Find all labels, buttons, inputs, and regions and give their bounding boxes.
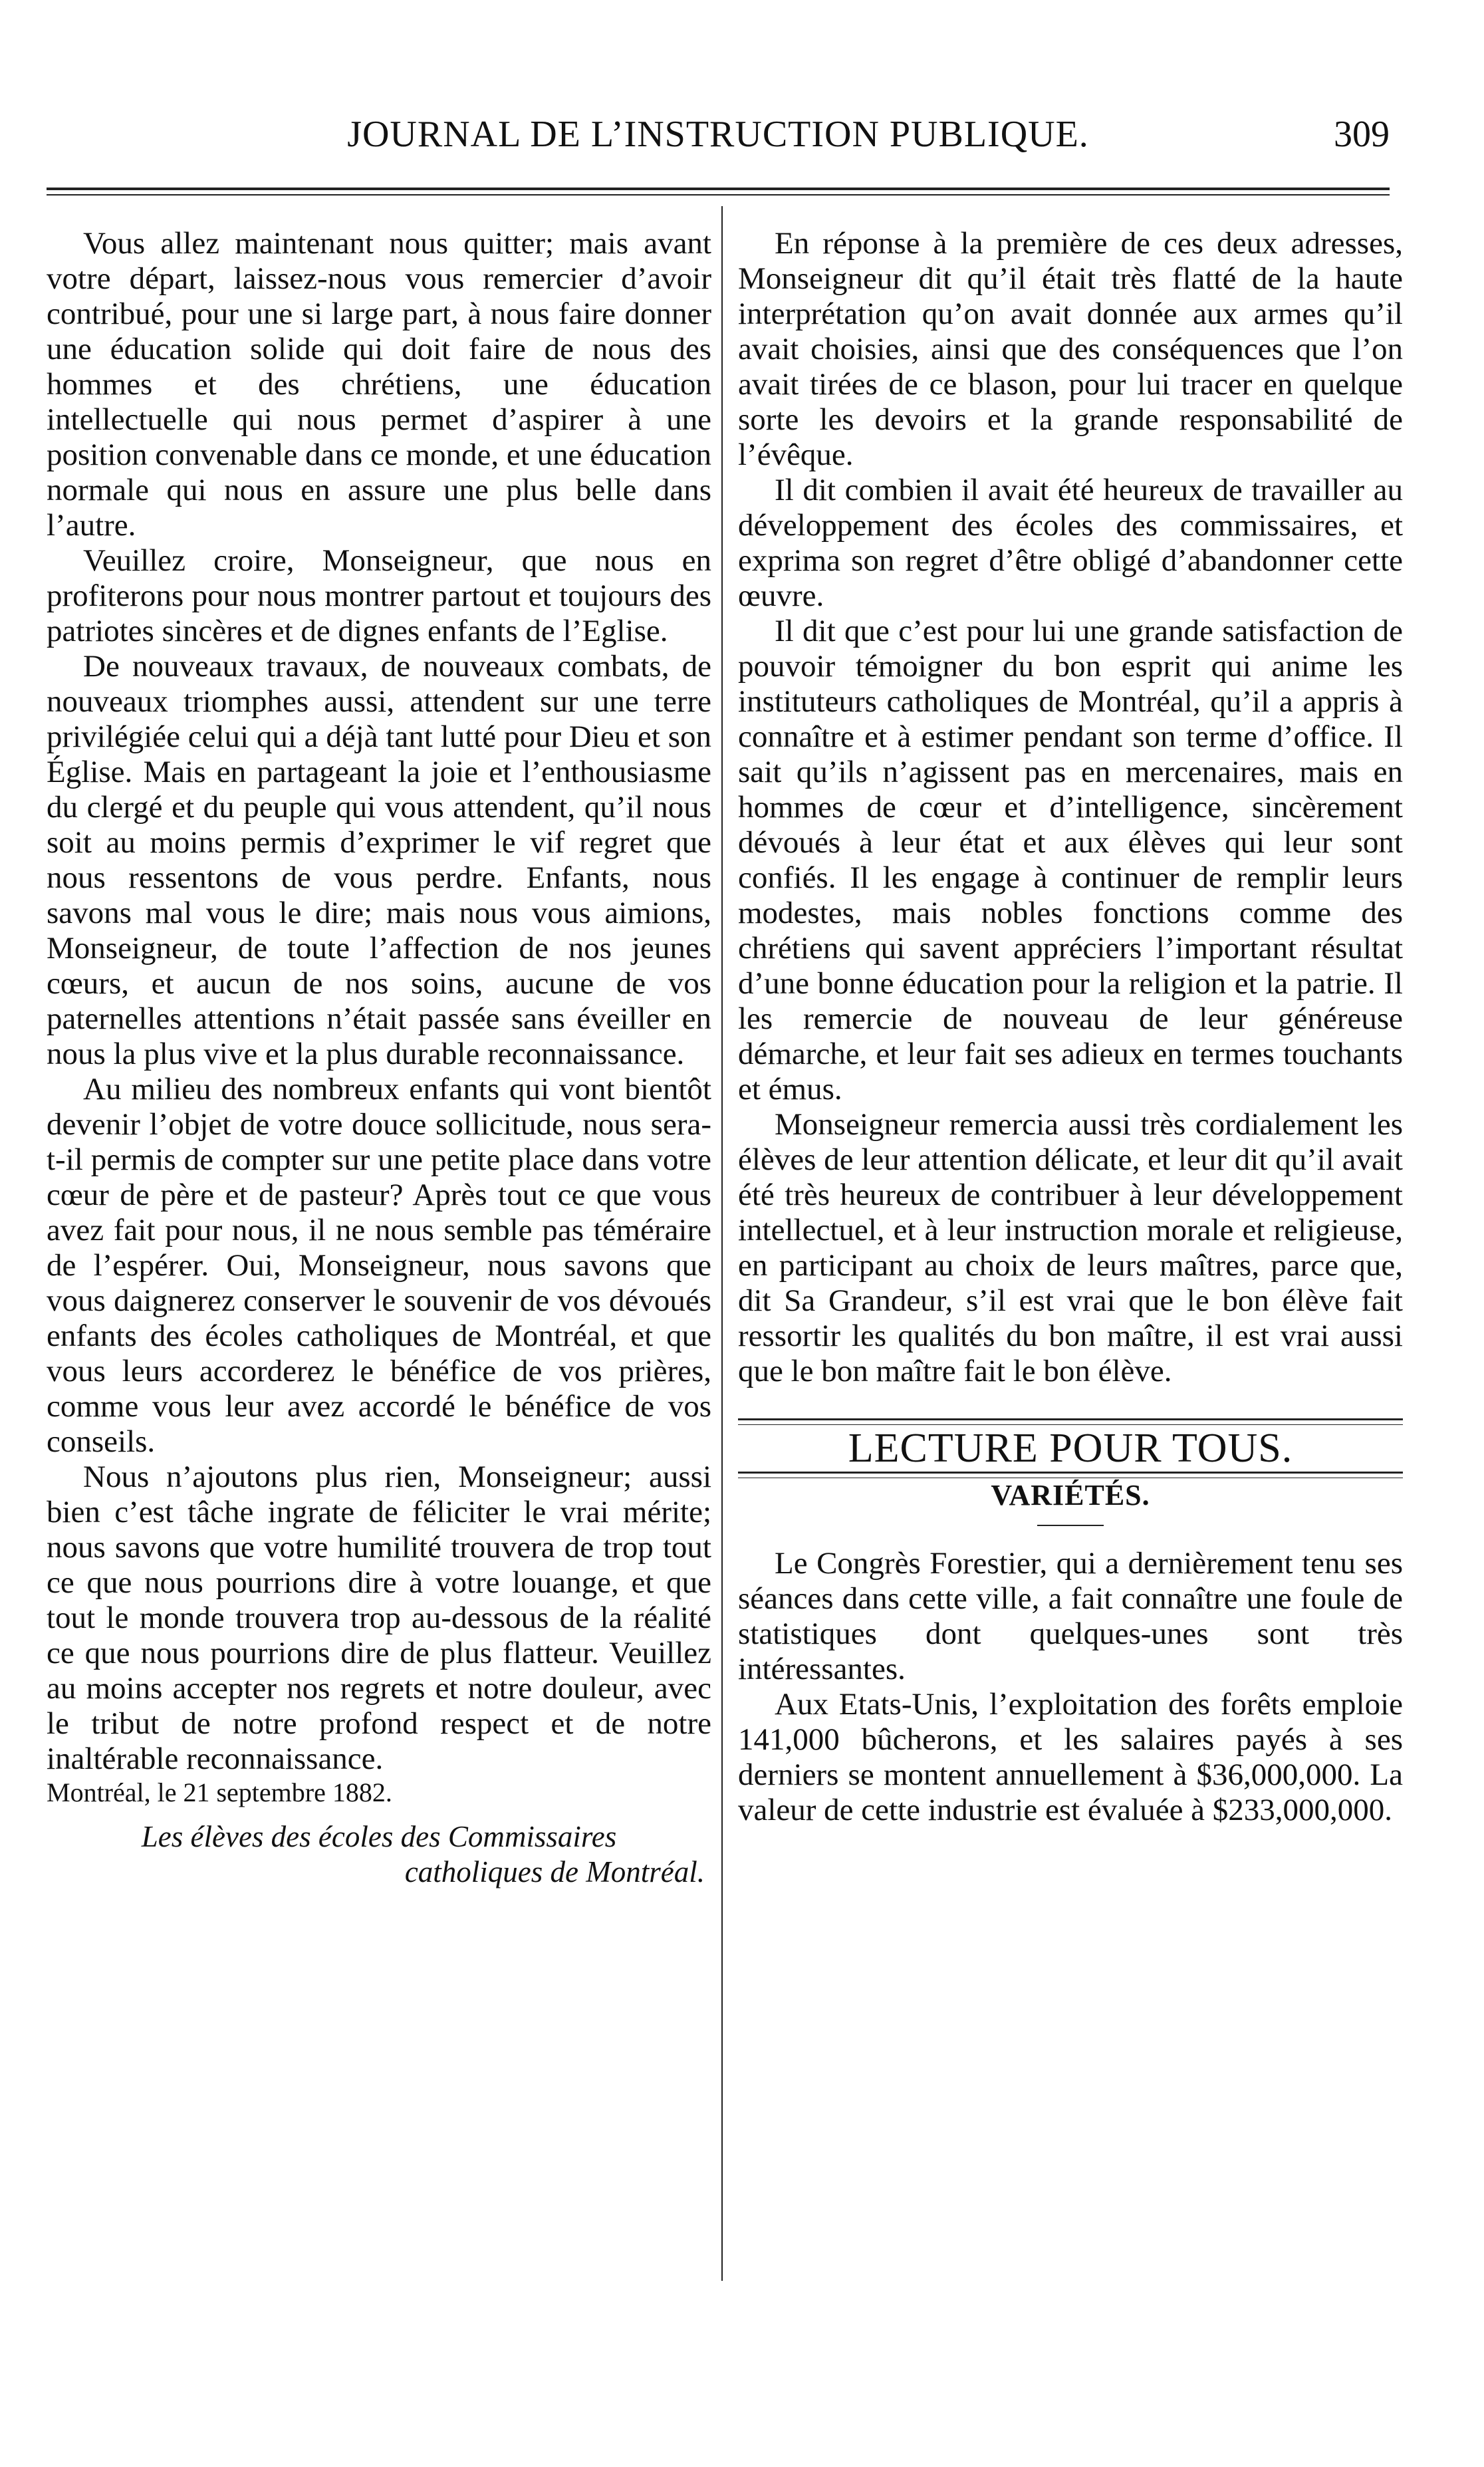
journal-title: JOURNAL DE L’INSTRUCTION PUBLIQUE. <box>347 114 1089 155</box>
left-paragraph-4: Au milieu des nombreux enfants qui vont bientôt devenir l’objet de votre douce sollicitude, nous sera-t-il permis de compter sur une petite place dans votre cœur de père et de pasteur? Après tout ce que vous avez fait pour nous, il ne nous semble pas téméraire de l’espérer. Oui, Monseigneur, nous savons que vous daignerez conserver le souvenir de vos dévoués enfants des écoles catholiques de Montréal, et que vous leurs accorderez le bénéfice de vos prières, comme vous leur avez accordé le bénéfice de vos conseils. <box>47 1072 711 1459</box>
right-paragraph-3: Il dit que c’est pour lui une grande satisfaction de pouvoir témoigner du bon esprit qui anime les instituteurs catholiques de Montréal, qu’il a appris à connaître et à estimer pendant son terme d’office. Il sait qu’ils n’agissent pas en mercenaires, mais en hommes de cœur et d’intelligence, sincèrement dévoués à leur état et aux élèves qui leur sont confiés. Il les engage à continuer de remplir leurs modestes, mais nobles fonctions comme des chrétiens qui savent appréciers l’important résultat d’une bonne éducation pour la religion et la patrie. Il les remercie de nouveau de leur généreuse démarche, et leur fait ses adieux en termes touchants et émus. <box>738 614 1403 1106</box>
column-divider <box>721 206 723 2281</box>
signature-date: Montréal, le 21 septembre 1882. <box>47 1777 392 1807</box>
varietes-paragraph-2: Aux Etats-Unis, l’exploitation des forêts emploie 141,000 bûcherons, et les salaires payés à ses derniers se montent annuellement à $36,000,000. La valeur de cette industrie est évaluée à $233,000,000. <box>738 1687 1403 1827</box>
left-paragraph-5: Nous n’ajoutons plus rien, Monseigneur; aussi bien c’est tâche ingrate de féliciter le vrai mérite; nous savons que votre humilité trouvera de trop tout ce que nous pourrions dire à votre louange, et que tout le monde trouvera trop au-dessous de la réalité ce que nous pourrions dire de plus flatteur. Veuillez au moins accepter nos regrets et notre douleur, avec le tribut de notre profond respect et de notre inaltérable reconnaissance. <box>47 1460 711 1776</box>
page-number: 309 <box>1334 114 1390 155</box>
section-rule-bottom <box>738 1472 1403 1478</box>
right-column <box>738 226 1403 1828</box>
page-header <box>47 106 1390 166</box>
right-paragraph-1: En réponse à la première de ces deux adresses, Monseigneur dit qu’il était très flatté de la haute interprétation qu’on avait donnée aux armes qu’il avait choisies, ainsi que des conséquences que l’on avait tirées de ce blason, pour lui tracer en quelque sorte les devoirs et la grande responsabilité de l’évêque. <box>738 226 1403 472</box>
section-rule-top <box>738 1418 1403 1425</box>
subsection-rule <box>1037 1525 1104 1526</box>
right-paragraph-4: Monseigneur remercia aussi très cordialement les élèves de leur attention délicate, et leur dit qu’il avait été très heureux de contribuer à leur développement intellectuel, et à leur instruction morale et religieuse, en participant au choix de leurs maîtres, parce que, dit Sa Grandeur, s’il est vrai que le bon élève fait ressortir les qualités du bon maître, il est vrai aussi que le bon maître fait le bon élève. <box>738 1107 1403 1388</box>
signature-line-1: Les élèves des écoles des Commissaires <box>141 1820 617 1853</box>
left-column <box>47 226 711 1890</box>
varietes-paragraph-1: Le Congrès Forestier, qui a dernièrement tenu ses séances dans cette ville, a fait connaître une foule de statistiques dont quelques-unes sont très intéressantes. <box>738 1546 1403 1686</box>
right-paragraph-2: Il dit combien il avait été heureux de travailler au développement des écoles des commissaires, et exprima son regret d’être obligé d’abandonner cette œuvre. <box>738 473 1403 613</box>
signature-line-2: catholiques de Montréal. <box>404 1855 705 1888</box>
left-paragraph-3: De nouveaux travaux, de nouveaux combats, de nouveaux triomphes aussi, attendent sur une terre privilégiée celui qui a déjà tant lutté pour Dieu et son Église. Mais en partageant la joie et l’enthousiasme du clergé et du peuple qui vous attendent, qu’il nous soit au moins permis d’exprimer le vif regret que nous ressentons de vous perdre. Enfants, nous savons mal vous le dire; mais nous vous aimions, Monseigneur, de toute l’affection de nos jeunes cœurs, et aucun de nos soins, aucune de vos paternelles attentions n’était passée sans éveiller en nous la plus vive et la plus durable reconnaissance. <box>47 649 711 1071</box>
left-paragraph-2: Veuillez croire, Monseigneur, que nous en profiterons pour nous montrer partout et toujours des patriotes sincères et de dignes enfants de l’Eglise. <box>47 543 711 648</box>
section-title: LECTURE POUR TOUS. <box>848 1426 1293 1471</box>
left-paragraph-1: Vous allez maintenant nous quitter; mais avant votre départ, laissez-nous vous remercier d’avoir contribué, pour une si large part, à nous faire donner une éducation solide qui doit faire de nous des hommes et des chrétiens, une éducation intellectuelle qui nous permet d’aspirer à une position convenable dans ce monde, et une éducation normale qui nous en assure une plus belle dans l’autre. <box>47 226 711 543</box>
header-rule <box>47 188 1390 195</box>
subsection-title: VARIÉTÉS. <box>991 1479 1150 1511</box>
